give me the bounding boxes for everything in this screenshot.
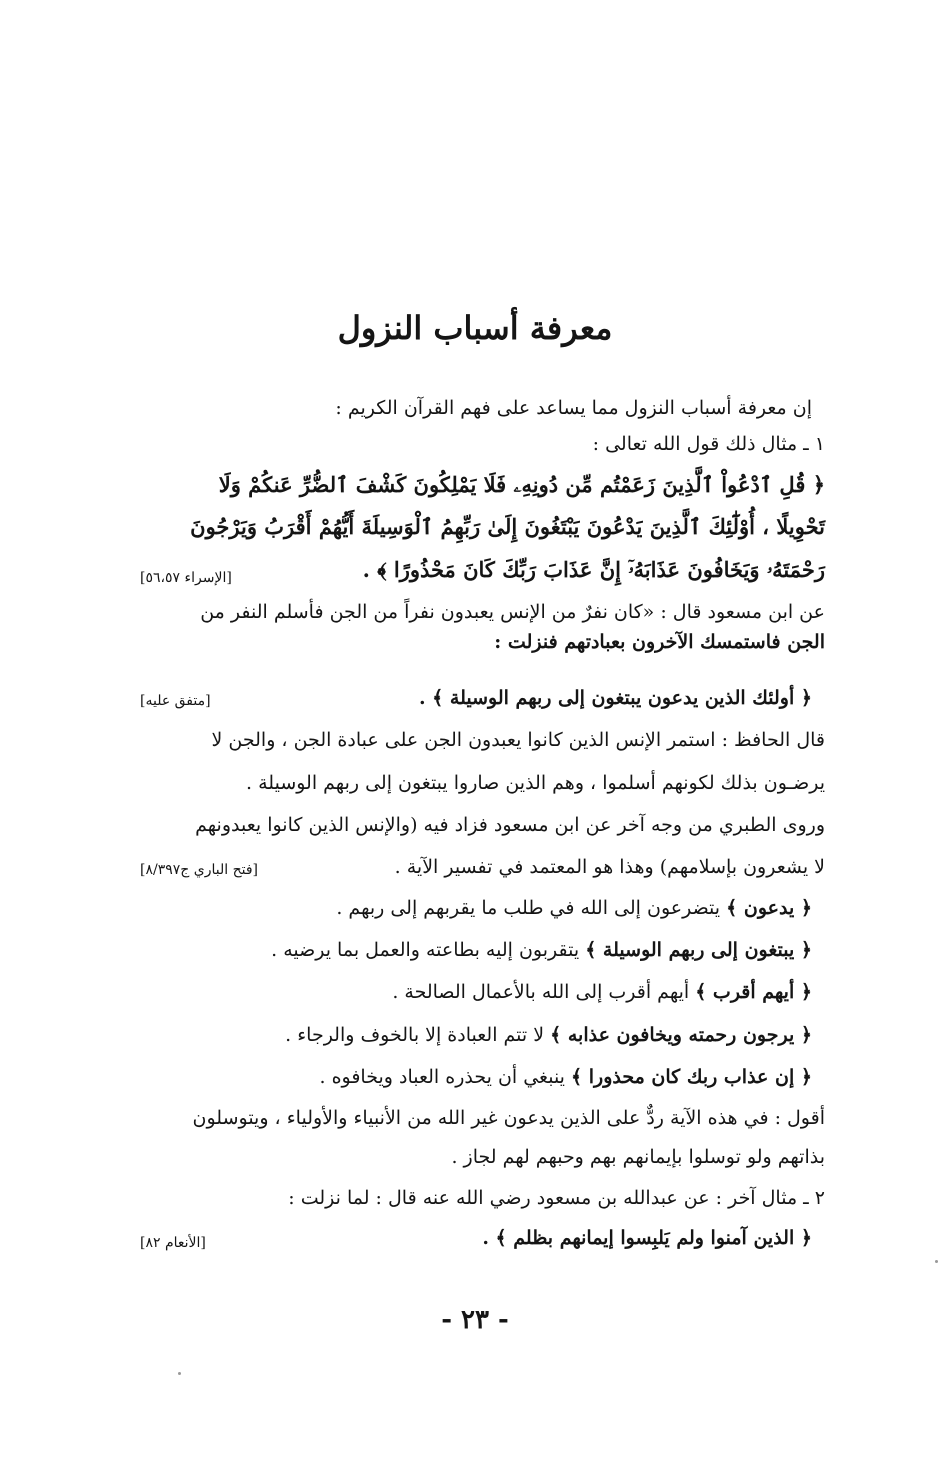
reference-fath: [فتح الباري ج٨/٣٩٧] (140, 862, 258, 878)
explanation-3: ﴿ أيهم أقرب ﴾ أيهم أقرب إلى الله بالأعمال الصالحة . (392, 981, 812, 1003)
tabari-line-2: لا يشعرون بإسلامهم) وهذا هو المعتمد في تفسير الآية . (394, 856, 825, 878)
page-number: - ٢٣ - (441, 1305, 509, 1335)
comment-line-1: أقول : في هذه الآية ردٌّ على الذين يدعون غير الله من الأنبياء والأولياء ، ويتوسلون (192, 1107, 825, 1129)
hafiz-line-2: يرضـون بذلك لكونهم أسلموا ، وهم الذين صاروا يبتغون إلى ربهم الوسيلة . (246, 772, 825, 794)
explanation-5: ﴿ إن عذاب ربك كان محذورا ﴾ ينبغي أن يحذره العباد ويخافوه . (319, 1066, 812, 1088)
page-title: معرفة أسباب النزول (337, 309, 613, 347)
intro-line: إن معرفة أسباب النزول مما يساعد على فهم القرآن الكريم : (335, 397, 812, 419)
reference-anam: [الأنعام ٨٢] (140, 1235, 206, 1251)
hafiz-line-1: قال الحافظ : استمر الإنس الذين كانوا يعبدون الجن على عبادة الجن ، والجن لا (211, 729, 825, 751)
explanation-2: ﴿ يبتغون إلى ربهم الوسيلة ﴾ يتقربون إليه بطاعته والعمل بما يرضيه . (271, 939, 812, 961)
reference-muttafaq: [متفق عليه] (140, 693, 211, 709)
scan-speck (935, 1260, 938, 1263)
comment-line-2: بذاتهم ولو توسلوا بإيمانهم بهم وحبهم لهم لجاز . (451, 1146, 825, 1168)
verse-line-2: تَحْوِيلًا ، أُوْلَٰٓئِكَ ٱلَّذِينَ يَدْعُونَ يَبْتَغُونَ إِلَىٰ رَبِّهِمُ ٱلْوَسِيلَةَ أَيُّهُمْ أَقْرَبُ وَيَرْجُونَ (190, 514, 825, 539)
hadith-verse-line: ﴿ أولئك الذين يدعون يبتغون إلى ربهم الوسيلة ﴾ . (418, 687, 812, 709)
explanation-4: ﴿ يرجون رحمته ويخافون عذابه ﴾ لا تتم العبادة إلا بالخوف والرجاء . (285, 1024, 812, 1046)
hadith-line-1: عن ابن مسعود قال : «كان نفرٌ من الإنس يعبدون نفراً من الجن فأسلم النفر من (200, 601, 825, 623)
example-one-line: ١ ـ مثال ذلك قول الله تعالى : (592, 433, 825, 455)
example-two-line: ٢ ـ مثال آخر : عن عبدالله بن مسعود رضي الله عنه قال : لما نزلت : (288, 1187, 825, 1209)
explanation-1: ﴿ يدعون ﴾ يتضرعون إلى الله في طلب ما يقربهم إلى ربهم . (336, 897, 812, 919)
example-two-verse: ﴿ الذين آمنوا ولم يَلبِسوا إيمانهم بظلم ﴾ . (482, 1227, 812, 1249)
verse-line-3: رَحْمَتَهُۥ وَيَخَافُونَ عَذَابَهُۥٓ إِنَّ عَذَابَ رَبِّكَ كَانَ مَحْذُورًا ﴾ . (362, 557, 825, 582)
scan-speck (178, 1372, 181, 1375)
reference-isra: [الإسراء ٥٦،٥٧] (140, 570, 232, 586)
verse-line-1: ﴿ قُلِ ٱدْعُواْ ٱلَّذِينَ زَعَمْتُم مِّن دُونِهِۦ فَلَا يَمْلِكُونَ كَشْفَ ٱلضُّرِّ عَنكُمْ وَلَا (218, 472, 825, 497)
hadith-line-2: الجن فاستمسك الآخرون بعبادتهم فنزلت : (494, 631, 825, 653)
tabari-line-1: وروى الطبري من وجه آخر عن ابن مسعود فزاد فيه (والإنس الذين كانوا يعبدونهم (195, 814, 825, 836)
